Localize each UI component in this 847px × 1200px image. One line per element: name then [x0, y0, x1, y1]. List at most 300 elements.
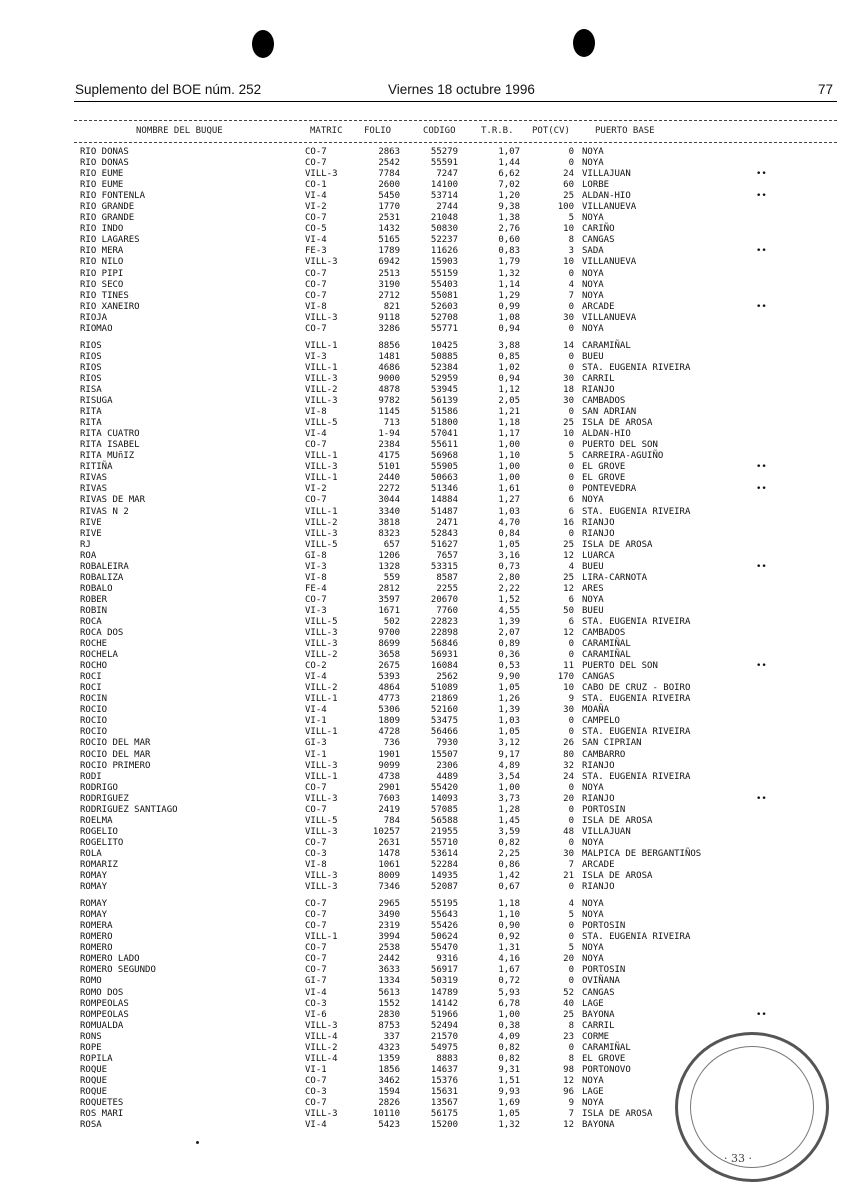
matric-cell: CO-7: [305, 965, 327, 976]
folio-cell: 2830: [378, 1009, 400, 1020]
vessel-name: RISA: [80, 384, 102, 395]
trb-cell: 0,72: [498, 976, 520, 987]
pot-cell: 30: [563, 705, 574, 716]
pot-cell: 25: [563, 1009, 574, 1020]
trb-cell: 3,73: [498, 793, 520, 804]
puerto-base-cell: CAMBADOS: [582, 628, 626, 639]
puerto-base-cell: LAGE: [582, 1086, 604, 1097]
table-row: [0, 838, 847, 849]
codigo-cell: 50663: [430, 473, 458, 484]
matric-cell: VI-2: [305, 202, 327, 213]
table-row: [0, 617, 847, 628]
puerto-base-cell: NOYA: [582, 279, 604, 290]
matric-cell: CO-7: [305, 213, 327, 224]
codigo-cell: 55081: [430, 290, 458, 301]
pot-cell: 0: [568, 639, 574, 650]
codigo-cell: 55771: [430, 323, 458, 334]
folio-cell: 502: [383, 616, 400, 627]
matric-cell: VILL-5: [305, 418, 338, 429]
puerto-base-cell: NOYA: [582, 1075, 604, 1086]
folio-cell: 2712: [378, 290, 400, 301]
folio-cell: 2826: [378, 1097, 400, 1108]
matric-cell: CO-7: [305, 837, 327, 848]
folio-cell: 3044: [378, 495, 400, 506]
pot-cell: 10: [563, 257, 574, 268]
pot-cell: 25: [563, 539, 574, 550]
codigo-cell: 52708: [430, 312, 458, 323]
table-row: [0, 816, 847, 827]
matric-cell: CO-7: [305, 147, 327, 157]
matric-cell: VILL-1: [305, 727, 338, 738]
codigo-cell: 51586: [430, 407, 458, 418]
codigo-cell: 55159: [430, 268, 458, 279]
matric-cell: VILL-1: [305, 932, 338, 943]
pot-cell: 100: [557, 202, 574, 213]
table-row: [0, 750, 847, 761]
pot-cell: 11: [563, 661, 574, 672]
matric-cell: GI-3: [305, 738, 327, 749]
codigo-cell: 52087: [430, 882, 458, 893]
table-row: [0, 551, 847, 562]
puerto-base-cell: ISLA DE AROSA: [582, 871, 653, 882]
folio-cell: 1328: [378, 561, 400, 572]
table-row: [0, 932, 847, 943]
puerto-base-cell: ISLA DE AROSA: [582, 815, 653, 826]
puerto-base-cell: STA. EUGENIA RIVEIRA: [582, 616, 691, 627]
trb-cell: 1,03: [498, 716, 520, 727]
table-row: [0, 191, 847, 202]
matric-cell: VI-4: [305, 1120, 327, 1131]
pot-cell: 30: [563, 373, 574, 384]
folio-cell: 5165: [378, 235, 400, 246]
puerto-base-cell: SAN ADRIAN: [582, 407, 637, 418]
vessel-name: RIO GRANDE: [80, 213, 135, 224]
vessel-name: RIO TINES: [80, 290, 129, 301]
matric-cell: CO-3: [305, 848, 327, 859]
matric-cell: VILL-3: [305, 396, 338, 407]
codigo-cell: 2306: [436, 760, 458, 771]
codigo-cell: 50830: [430, 224, 458, 235]
pot-cell: 0: [568, 484, 574, 495]
codigo-cell: 53315: [430, 561, 458, 572]
pot-cell: 48: [563, 826, 574, 837]
trb-cell: 1,08: [498, 312, 520, 323]
official-stamp-inner-ring: [690, 1046, 814, 1168]
folio-cell: 3994: [378, 932, 400, 943]
codigo-cell: 55710: [430, 837, 458, 848]
folio-cell: 1145: [378, 407, 400, 418]
puerto-base-cell: SADA: [582, 246, 604, 257]
col-header-matric: MATRIC: [310, 126, 343, 136]
pot-cell: 8: [568, 1020, 574, 1031]
table-row: [0, 1021, 847, 1032]
folio-cell: 9118: [378, 312, 400, 323]
vessel-name: RISUGA: [80, 396, 113, 407]
punch-hole-right: [573, 29, 595, 57]
codigo-cell: 56931: [430, 650, 458, 661]
puerto-base-cell: EL GROVE: [582, 462, 626, 473]
vessel-name: RIO MERA: [80, 246, 124, 257]
codigo-cell: 4489: [436, 771, 458, 782]
trb-cell: 1,69: [498, 1097, 520, 1108]
table-row: [0, 302, 847, 313]
folio-cell: 4773: [378, 694, 400, 705]
codigo-cell: 56968: [430, 451, 458, 462]
puerto-base-cell: LORBE: [582, 180, 610, 191]
matric-cell: VILL-4: [305, 1053, 338, 1064]
trb-cell: 1,17: [498, 429, 520, 440]
matric-cell: CO-1: [305, 180, 327, 191]
puerto-base-cell: NOYA: [582, 837, 604, 848]
table-row: [0, 257, 847, 268]
codigo-cell: 14637: [430, 1064, 458, 1075]
folio-cell: 2600: [378, 180, 400, 191]
codigo-cell: 2471: [436, 517, 458, 528]
folio-cell: 8753: [378, 1020, 400, 1031]
trb-cell: 1,10: [498, 451, 520, 462]
vessel-name: RIO EUME: [80, 180, 124, 191]
codigo-cell: 52603: [430, 301, 458, 312]
vessel-name: ROCIO: [80, 727, 108, 738]
folio-cell: 1594: [378, 1086, 400, 1097]
folio-cell: 2538: [378, 943, 400, 954]
pot-cell: 5: [568, 213, 574, 224]
pot-cell: 0: [568, 837, 574, 848]
puerto-base-cell: NOYA: [582, 782, 604, 793]
codigo-cell: 53714: [430, 191, 458, 202]
pot-cell: 0: [568, 815, 574, 826]
folio-cell: 5613: [378, 987, 400, 998]
folio-cell: 4686: [378, 362, 400, 373]
trb-cell: 0,84: [498, 528, 520, 539]
puerto-base-cell: PORTONOVO: [582, 1064, 631, 1075]
trb-cell: 3,88: [498, 340, 520, 351]
folio-cell: 8009: [378, 871, 400, 882]
trb-cell: 1,61: [498, 484, 520, 495]
puerto-base-cell: OVIÑANA: [582, 976, 620, 987]
table-row: [0, 988, 847, 999]
pot-cell: 26: [563, 738, 574, 749]
vessel-name: RIOS: [80, 362, 102, 373]
codigo-cell: 52237: [430, 235, 458, 246]
folio-cell: 3633: [378, 965, 400, 976]
table-row: [0, 683, 847, 694]
vessel-name: ROQUETES: [80, 1097, 124, 1108]
pot-cell: 52: [563, 987, 574, 998]
table-row: [0, 573, 847, 584]
trb-cell: 1,07: [498, 147, 520, 157]
pot-cell: 50: [563, 605, 574, 616]
matric-cell: VILL-2: [305, 384, 338, 395]
pot-cell: 96: [563, 1086, 574, 1097]
folio-cell: 2531: [378, 213, 400, 224]
folio-cell: 3340: [378, 506, 400, 517]
puerto-base-cell: CANGAS: [582, 235, 615, 246]
pot-cell: 30: [563, 396, 574, 407]
pot-cell: 7: [568, 1109, 574, 1120]
trb-cell: 0,99: [498, 301, 520, 312]
folio-cell: 5306: [378, 705, 400, 716]
codigo-cell: 55279: [430, 147, 458, 157]
codigo-cell: 51346: [430, 484, 458, 495]
codigo-cell: 57085: [430, 804, 458, 815]
col-header-codigo: CODIGO: [423, 126, 456, 136]
pot-cell: 3: [568, 246, 574, 257]
folio-cell: 4323: [378, 1042, 400, 1053]
trb-cell: 0,89: [498, 639, 520, 650]
pot-cell: 6: [568, 506, 574, 517]
matric-cell: CO-7: [305, 323, 327, 334]
matric-cell: CO-7: [305, 910, 327, 921]
table-row: [0, 324, 847, 335]
codigo-cell: 7760: [436, 605, 458, 616]
folio-cell: 9000: [378, 373, 400, 384]
matric-cell: VILL-3: [305, 257, 338, 268]
pot-cell: 0: [568, 716, 574, 727]
puerto-base-cell: STA. EUGENIA RIVEIRA: [582, 362, 691, 373]
vessel-name: ROCHE: [80, 639, 108, 650]
vessel-name: RIVAS N 2: [80, 506, 129, 517]
folio-cell: 784: [383, 815, 400, 826]
pot-cell: 10: [563, 224, 574, 235]
vessel-name: ROCI: [80, 683, 102, 694]
vessel-name: ROGELITO: [80, 837, 124, 848]
table-row: [0, 396, 847, 407]
codigo-cell: 56466: [430, 727, 458, 738]
trb-cell: 1,00: [498, 462, 520, 473]
table-row: [0, 910, 847, 921]
trb-cell: 9,93: [498, 1086, 520, 1097]
puerto-base-cell: BAYONA: [582, 1009, 615, 1020]
matric-cell: CO-7: [305, 1075, 327, 1086]
matric-cell: VI-8: [305, 407, 327, 418]
pot-cell: 8: [568, 1053, 574, 1064]
pot-cell: 80: [563, 749, 574, 760]
codigo-cell: 56588: [430, 815, 458, 826]
puerto-base-cell: CORME: [582, 1031, 610, 1042]
folio-cell: 1789: [378, 246, 400, 257]
folio-cell: 2863: [378, 147, 400, 157]
codigo-cell: 55643: [430, 910, 458, 921]
table-row: [0, 202, 847, 213]
trb-cell: 9,17: [498, 749, 520, 760]
folio-cell: 8323: [378, 528, 400, 539]
codigo-cell: 51627: [430, 539, 458, 550]
vessel-name: RODRIGO: [80, 782, 118, 793]
codigo-cell: 55426: [430, 921, 458, 932]
puerto-base-cell: EL GROVE: [582, 473, 626, 484]
pot-cell: 0: [568, 440, 574, 451]
matric-cell: VI-1: [305, 1064, 327, 1075]
vessel-name: ROBALIZA: [80, 572, 124, 583]
vessel-name: RIO FONTENLA: [80, 191, 146, 202]
matric-cell: VI-1: [305, 716, 327, 727]
puerto-base-cell: STA. EUGENIA RIVEIRA: [582, 506, 691, 517]
folio-cell: 2675: [378, 661, 400, 672]
trb-cell: 0,60: [498, 235, 520, 246]
pot-cell: 20: [563, 793, 574, 804]
table-row: [0, 606, 847, 617]
vessel-name: ROMERO: [80, 932, 113, 943]
codigo-cell: 50885: [430, 351, 458, 362]
vessel-name: ROMO DOS: [80, 987, 124, 998]
trb-cell: 1,02: [498, 362, 520, 373]
trb-cell: 0,38: [498, 1020, 520, 1031]
codigo-cell: 14100: [430, 180, 458, 191]
pot-cell: 0: [568, 1042, 574, 1053]
codigo-cell: 8883: [436, 1053, 458, 1064]
pot-cell: 16: [563, 517, 574, 528]
puerto-base-cell: NOYA: [582, 943, 604, 954]
folio-cell: 4175: [378, 451, 400, 462]
vessel-name: RITA ISABEL: [80, 440, 140, 451]
table-row: [0, 429, 847, 440]
codigo-cell: 16084: [430, 661, 458, 672]
folio-cell: 1481: [378, 351, 400, 362]
folio-cell: 1901: [378, 749, 400, 760]
table-row: [0, 827, 847, 838]
mark-cell: ••: [756, 301, 767, 312]
table-row: [0, 385, 847, 396]
codigo-cell: 15376: [430, 1075, 458, 1086]
matric-cell: VI-3: [305, 351, 327, 362]
pot-cell: 10: [563, 429, 574, 440]
puerto-base-cell: EL GROVE: [582, 1053, 626, 1064]
matric-cell: VILL-2: [305, 1042, 338, 1053]
pot-cell: 0: [568, 362, 574, 373]
puerto-base-cell: RIANJO: [582, 528, 615, 539]
puerto-base-cell: NOYA: [582, 323, 604, 334]
codigo-cell: 55591: [430, 158, 458, 169]
trb-cell: 1,14: [498, 279, 520, 290]
codigo-cell: 50319: [430, 976, 458, 987]
table-row: [0, 871, 847, 882]
table-row: [0, 965, 847, 976]
folio-cell: 4738: [378, 771, 400, 782]
vessel-name: RIOS: [80, 340, 102, 351]
codigo-cell: 14935: [430, 871, 458, 882]
folio-cell: 9782: [378, 396, 400, 407]
pot-cell: 0: [568, 351, 574, 362]
vessel-name: RITA CUATRO: [80, 429, 140, 440]
matric-cell: CO-7: [305, 899, 327, 910]
table-row: [0, 650, 847, 661]
pot-cell: 23: [563, 1031, 574, 1042]
vessel-name: ROQUE: [80, 1075, 108, 1086]
pot-cell: 30: [563, 312, 574, 323]
table-row: [0, 783, 847, 794]
puerto-base-cell: ISLA DE AROSA: [582, 418, 653, 429]
codigo-cell: 52959: [430, 373, 458, 384]
trb-cell: 0,53: [498, 661, 520, 672]
trb-cell: 9,38: [498, 202, 520, 213]
codigo-cell: 20670: [430, 594, 458, 605]
pot-cell: 7: [568, 860, 574, 870]
matric-cell: VI-1: [305, 749, 327, 760]
pot-cell: 0: [568, 528, 574, 539]
puerto-base-cell: STA. EUGENIA RIVEIRA: [582, 771, 691, 782]
codigo-cell: 14884: [430, 495, 458, 506]
matric-cell: CO-7: [305, 1097, 327, 1108]
table-row: [0, 882, 847, 893]
pot-cell: 0: [568, 268, 574, 279]
pot-cell: 12: [563, 1120, 574, 1131]
pot-cell: 8: [568, 235, 574, 246]
puerto-base-cell: ISLA DE AROSA: [582, 1109, 653, 1120]
matric-cell: VILL-3: [305, 528, 338, 539]
vessel-name: RIVAS DE MAR: [80, 495, 146, 506]
codigo-cell: 15903: [430, 257, 458, 268]
matric-cell: VILL-3: [305, 882, 338, 893]
pot-cell: 0: [568, 462, 574, 473]
pot-cell: 30: [563, 848, 574, 859]
matric-cell: CO-7: [305, 782, 327, 793]
folio-cell: 4864: [378, 683, 400, 694]
pot-cell: 5: [568, 943, 574, 954]
trb-cell: 0,85: [498, 351, 520, 362]
table-header-rule: [74, 142, 837, 143]
puerto-base-cell: ARCADE: [582, 301, 615, 312]
pot-cell: 25: [563, 572, 574, 583]
puerto-base-cell: PORTOSIN: [582, 921, 626, 932]
table-row: [0, 158, 847, 169]
folio-cell: 736: [383, 738, 400, 749]
trb-cell: 3,54: [498, 771, 520, 782]
table-row: [0, 462, 847, 473]
table-row: [0, 540, 847, 551]
matric-cell: CO-3: [305, 998, 327, 1009]
trb-cell: 1,38: [498, 213, 520, 224]
trb-cell: 4,55: [498, 605, 520, 616]
puerto-base-cell: CABO DE CRUZ - BOIRO: [582, 683, 691, 694]
pot-cell: 5: [568, 451, 574, 462]
pot-cell: 98: [563, 1064, 574, 1075]
vessel-name: ROMO: [80, 976, 102, 987]
trb-cell: 4,70: [498, 517, 520, 528]
table-row: [0, 705, 847, 716]
mark-cell: ••: [756, 561, 767, 572]
codigo-cell: 14093: [430, 793, 458, 804]
matric-cell: VI-2: [305, 484, 327, 495]
pot-cell: 25: [563, 418, 574, 429]
trb-cell: 1,03: [498, 506, 520, 517]
vessel-name: RJ: [80, 539, 91, 550]
pot-cell: 12: [563, 628, 574, 639]
table-row: [0, 169, 847, 180]
table-row: [0, 407, 847, 418]
matric-cell: VILL-3: [305, 169, 338, 180]
puerto-base-cell: CAMPELO: [582, 716, 620, 727]
vessel-name: RIO GRANDE: [80, 202, 135, 213]
pot-cell: 0: [568, 965, 574, 976]
pot-cell: 60: [563, 180, 574, 191]
matric-cell: CO-7: [305, 279, 327, 290]
matric-cell: CO-7: [305, 495, 327, 506]
codigo-cell: 52160: [430, 705, 458, 716]
pot-cell: 0: [568, 158, 574, 169]
codigo-cell: 51089: [430, 683, 458, 694]
pot-cell: 40: [563, 998, 574, 1009]
matric-cell: VILL-2: [305, 650, 338, 661]
table-row: [0, 661, 847, 672]
vessel-name: ROCIO: [80, 705, 108, 716]
trb-cell: 1,39: [498, 705, 520, 716]
matric-cell: FE-4: [305, 583, 327, 594]
matric-cell: VILL-1: [305, 771, 338, 782]
puerto-base-cell: CARRIL: [582, 1020, 615, 1031]
puerto-base-cell: ALDAN-HIO: [582, 429, 631, 440]
trb-cell: 0,94: [498, 373, 520, 384]
